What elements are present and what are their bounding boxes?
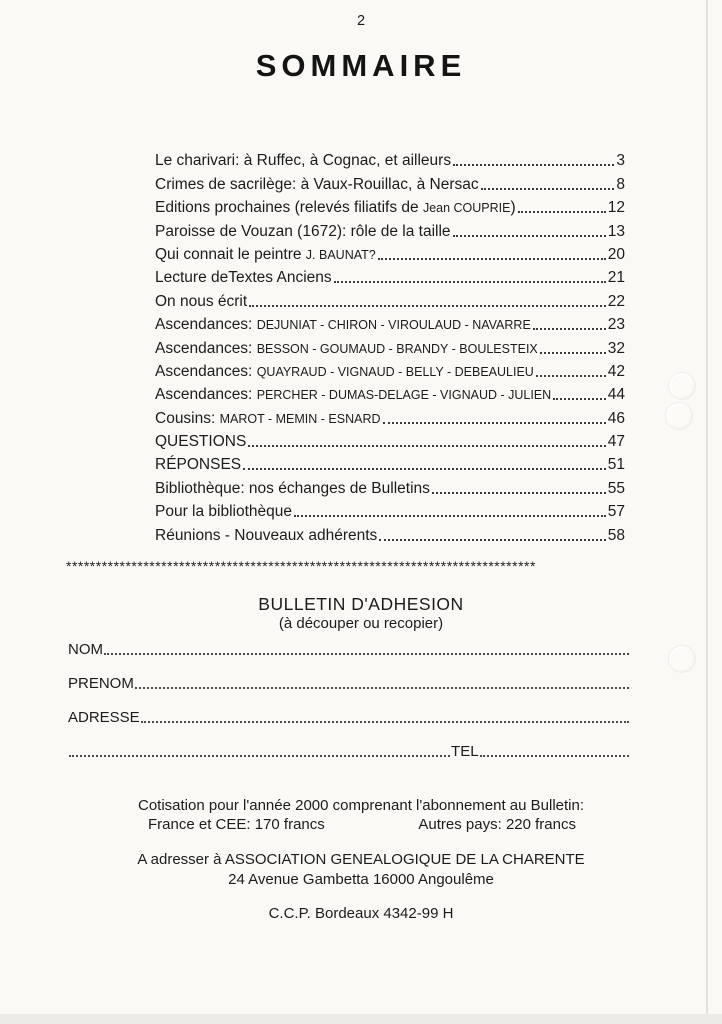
toc-entry	[155, 334, 625, 357]
dot-leader	[243, 468, 606, 470]
toc-entry	[155, 217, 625, 240]
toc-entry-text: On nous écrit	[155, 292, 248, 310]
punch-hole	[668, 372, 696, 400]
toc-entry-text: Ascendances: PERCHER - DUMAS-DELAGE - VIGNAUD - JULIEN	[155, 386, 552, 404]
toc-page-number: 13	[607, 222, 625, 240]
toc-page-number: 20	[607, 245, 625, 263]
fill-in-line	[104, 653, 629, 655]
dot-leader	[453, 235, 606, 237]
cotisation-france: France et CEE: 170 francs	[148, 816, 325, 833]
toc-entry-text: Qui connait le peintre J. BAUNAT?	[155, 245, 376, 263]
toc-entry	[155, 498, 625, 521]
bulletin-subtitle: (à découper ou recopier)	[278, 615, 444, 632]
toc-page-number: 22	[607, 292, 625, 310]
fill-in-line	[141, 721, 629, 723]
scan-bottom-shadow	[0, 1014, 722, 1024]
dot-leader	[432, 492, 606, 494]
toc-page-number: 3	[616, 152, 625, 170]
dot-leader	[334, 281, 606, 283]
toc-entry-text: Cousins: MAROT - MEMIN - ESNARD	[155, 409, 381, 427]
association-address-line2: 24 Avenue Gambetta 16000 Angoulême	[228, 871, 494, 888]
toc-entry-text: Editions prochaines (relevés filiatifs de Jean COUPRIE)	[155, 199, 516, 217]
toc-page-number: 8	[616, 175, 625, 193]
toc-entry	[155, 311, 625, 334]
cotisation-line: Cotisation pour l'année 2000 comprenant l'abonnement au Bulletin:	[137, 797, 585, 814]
toc-entry	[155, 170, 625, 193]
toc-page-number: 46	[607, 409, 625, 427]
toc-entry-text: Paroisse de Vouzan (1672): rôle de la taille	[155, 222, 451, 240]
dot-leader	[536, 375, 606, 377]
form-row-prenom	[68, 668, 630, 692]
tel-label: TEL	[451, 743, 479, 760]
toc-page-number: 21	[607, 269, 625, 287]
toc-page-number: 47	[607, 433, 625, 451]
punch-hole	[665, 402, 693, 430]
fill-in-line	[69, 755, 450, 757]
ccp-account-line: C.C.P. Bordeaux 4342-99 H	[268, 905, 454, 922]
asterisk-separator: *******************************************************************************	[66, 558, 536, 574]
toc-entry-text: Ascendances: DEJUNIAT - CHIRON - VIROULAUD - NAVARRE	[155, 316, 531, 334]
dot-leader	[378, 258, 606, 260]
page-number: 2	[356, 13, 366, 29]
fill-in-line	[480, 755, 629, 757]
toc-page-number: 51	[607, 456, 625, 474]
fill-in-line	[135, 687, 629, 689]
adresse-label: ADRESSE	[68, 709, 140, 726]
nom-label: NOM	[68, 641, 103, 658]
dot-leader	[533, 328, 606, 330]
toc-page-number: 12	[607, 199, 625, 217]
toc-entry	[155, 451, 625, 474]
page-title: SOMMAIRE	[255, 48, 467, 83]
toc-page-number: 32	[607, 339, 625, 357]
toc-entry	[155, 147, 625, 170]
toc-entry-text: Réunions - Nouveaux adhérents	[155, 526, 378, 544]
cotisation-autres-pays: Autres pays: 220 francs	[418, 816, 576, 833]
toc-entry-text: Crimes de sacrilège: à Vaux-Rouillac, à Nersac	[155, 175, 479, 193]
cotisation-prices	[148, 816, 576, 833]
toc-entry-text: Pour la bibliothèque	[155, 503, 293, 521]
toc-page-number: 23	[607, 316, 625, 334]
toc-entry	[155, 381, 625, 404]
toc-entry	[155, 264, 625, 287]
dot-leader	[248, 445, 605, 447]
toc-entry-text: QUESTIONS	[155, 433, 247, 451]
toc-page-number: 42	[607, 362, 625, 380]
toc-page-number: 55	[607, 479, 625, 497]
dot-leader	[518, 211, 606, 213]
toc-entry	[155, 521, 625, 544]
bulletin-title: BULLETIN D'ADHESION	[258, 594, 464, 614]
form-row-tel	[68, 736, 630, 760]
toc-entry	[155, 194, 625, 217]
dot-leader	[540, 352, 606, 354]
toc-entry-text: Lecture deTextes Anciens	[155, 269, 332, 287]
dot-leader	[453, 164, 614, 166]
dot-leader	[383, 422, 606, 424]
toc-page-number: 58	[607, 526, 625, 544]
toc-entry	[155, 287, 625, 310]
toc-page-number: 57	[607, 503, 625, 521]
association-address-line1: A adresser à ASSOCIATION GENEALOGIQUE DE LA CHARENTE	[137, 851, 585, 868]
dot-leader	[379, 539, 605, 541]
prenom-label: PRENOM	[68, 675, 134, 692]
table-of-contents	[155, 147, 625, 545]
toc-entry	[155, 404, 625, 427]
punch-hole	[668, 645, 696, 673]
toc-entry	[155, 241, 625, 264]
dot-leader	[481, 188, 615, 190]
toc-entry	[155, 428, 625, 451]
toc-entry-text: RÉPONSES	[155, 456, 242, 474]
toc-entry-text: Ascendances: QUAYRAUD - VIGNAUD - BELLY - DEBEAULIEU	[155, 362, 534, 380]
dot-leader	[553, 398, 606, 400]
form-row-adresse	[68, 702, 630, 726]
toc-entry	[155, 474, 625, 497]
toc-entry-text: Bibliothèque: nos échanges de Bulletins	[155, 479, 430, 497]
dot-leader	[294, 515, 606, 517]
toc-entry	[155, 358, 625, 381]
toc-entry-text: Ascendances: BESSON - GOUMAUD - BRANDY - BOULESTEIX	[155, 339, 538, 357]
toc-entry-text: Le charivari: à Ruffec, à Cognac, et ailleurs	[155, 152, 452, 170]
dot-leader	[249, 305, 606, 307]
toc-page-number: 44	[607, 386, 625, 404]
form-row-nom	[68, 634, 630, 658]
